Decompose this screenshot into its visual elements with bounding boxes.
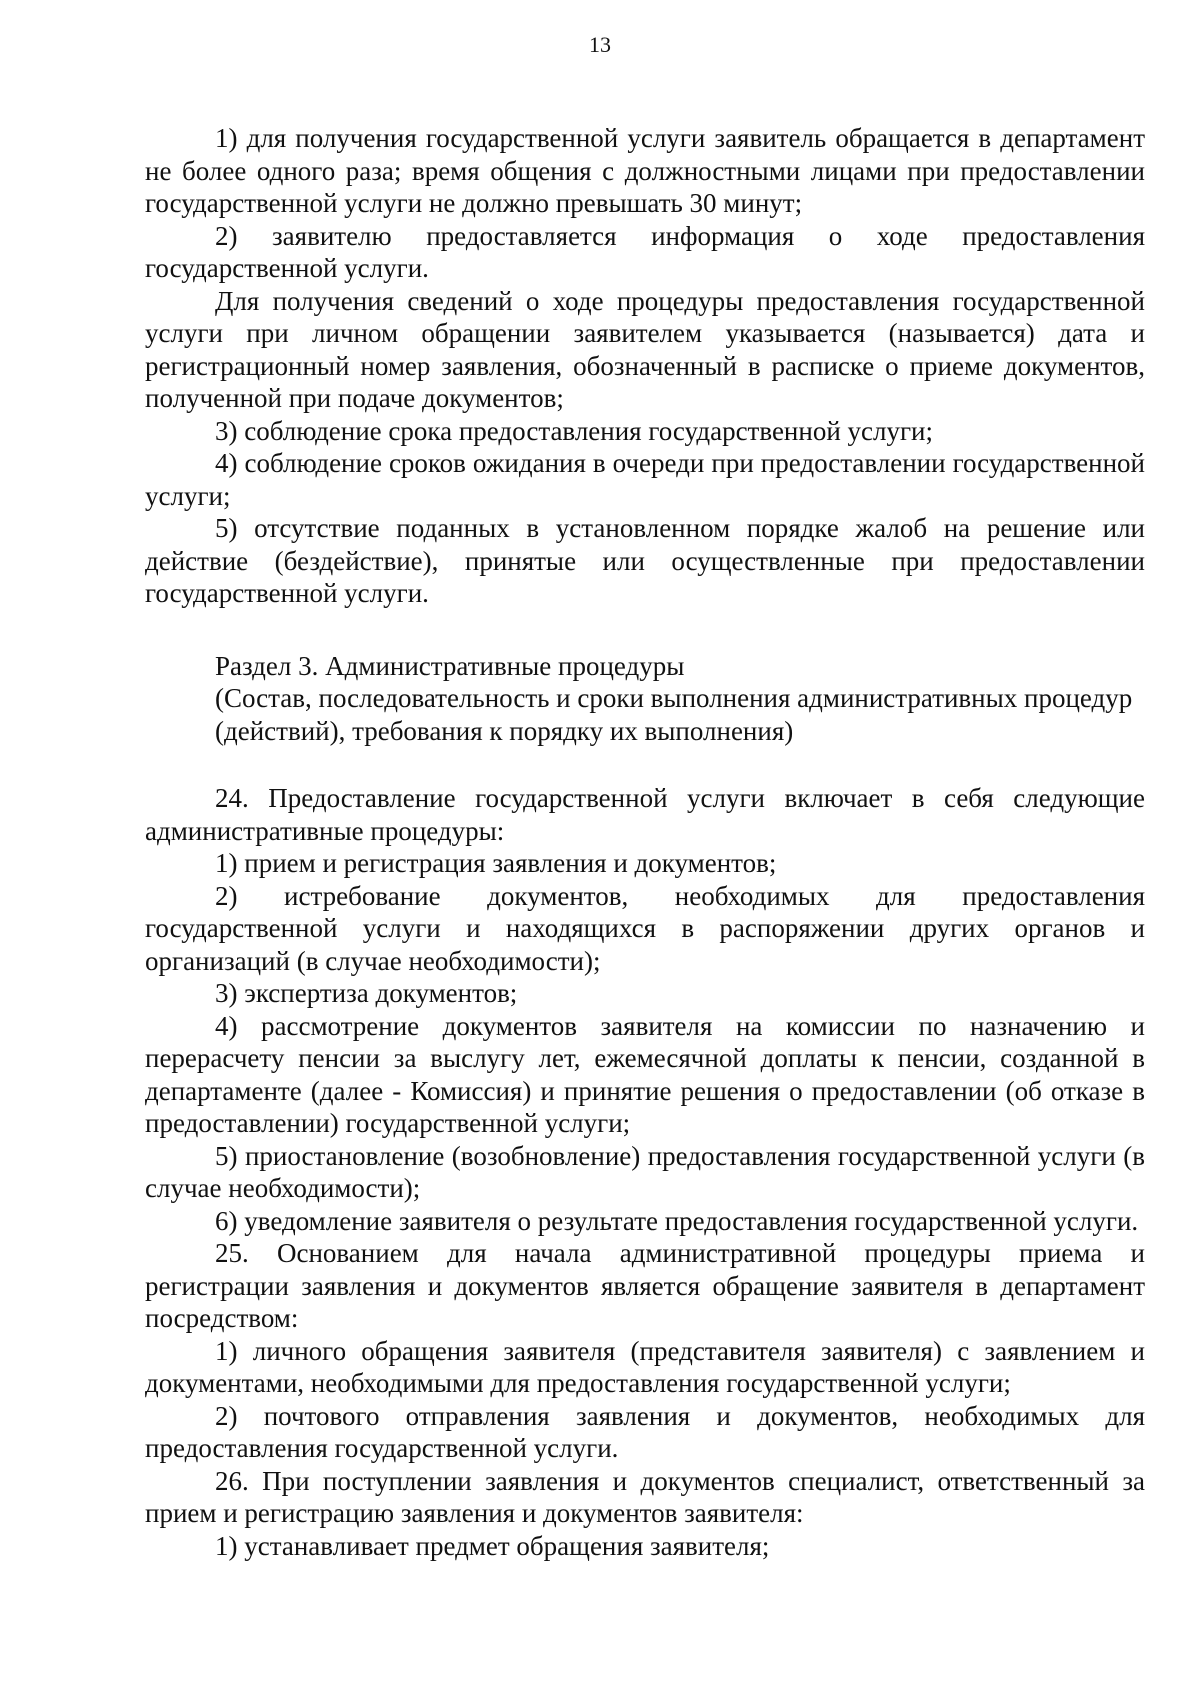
paragraph: 1) для получения государственной услуги заявитель обращается в департамент не более одного раза; время общения с должностными лицами при предоставлении государственной услуги не должно превышать 30 минут; — [145, 123, 1145, 218]
section-title: Раздел 3. Административные процедуры — [215, 650, 685, 681]
paragraph: 6) уведомление заявителя о результате предоставления государственной услуги. — [215, 1205, 1139, 1236]
paragraph: 24. Предоставление государственной услуги включает в себя следующие административные процедуры: — [145, 783, 1145, 846]
paragraph: 5) приостановление (возобновление) предоставления государственной услуги (в случае необходимости); — [145, 1140, 1145, 1203]
paragraph: 1) устанавливает предмет обращения заявителя; — [215, 1530, 770, 1561]
section-subtitle-line-2: (действий), требования к порядку их выполнения) — [215, 715, 794, 746]
paragraph: 2) заявителю предоставляется информация о ходе предоставления государственной услуги. — [145, 220, 1145, 283]
section-heading — [145, 650, 1145, 748]
paragraph: 25. Основанием для начала административной процедуры приема и регистрации заявления и документов является обращение заявителя в департамент посредством: — [145, 1238, 1145, 1333]
paragraph: 1) прием и регистрация заявления и документов; — [215, 848, 777, 878]
paragraph: 2) почтового отправления заявления и документов, необходимых для предоставления государственной услуги. — [145, 1400, 1145, 1463]
paragraph: 2) истребование документов, необходимых для предоставления государственной услуги и находящихся в распоряжении других органов и организаций (в случае необходимости); — [145, 880, 1145, 976]
section-subtitle-line-1: (Состав, последовательность и сроки выполнения административных процедур — [215, 683, 1133, 713]
paragraph: 26. При поступлении заявления и документов специалист, ответственный за прием и регистрацию заявления и документов заявителя: — [145, 1465, 1145, 1528]
paragraph: 4) соблюдение сроков ожидания в очереди при предоставлении государственной услуги; — [145, 448, 1145, 511]
paragraph: 3) экспертиза документов; — [215, 978, 518, 1008]
paragraph: Для получения сведений о ходе процедуры предоставления государственной услуги при личном обращении заявителем указывается (называется) дата и регистрационный номер заявления, обозначенный в расписке о приеме документов, полученной при подаче документов; — [145, 285, 1145, 413]
paragraph: 4) рассмотрение документов заявителя на комиссии по назначению и перерасчету пенсии за выслугу лет, ежемесячной доплаты к пенсии, созданной в департаменте (далее - Комиссия) и принятие решения о предоставлении (об отказе в предоставлении) государственной услуги; — [145, 1010, 1145, 1138]
paragraph: 3) соблюдение срока предоставления государственной услуги; — [215, 415, 934, 446]
paragraph: 1) личного обращения заявителя (представителя заявителя) с заявлением и документами, необходимыми для предоставления государственной услуги; — [145, 1335, 1145, 1398]
paragraph: 5) отсутствие поданных в установленном порядке жалоб на решение или действие (бездействие), принятые или осуществленные при предоставлении государственной услуги. — [145, 513, 1145, 608]
page-number: 13 — [589, 32, 611, 57]
document-body — [145, 122, 1145, 1562]
